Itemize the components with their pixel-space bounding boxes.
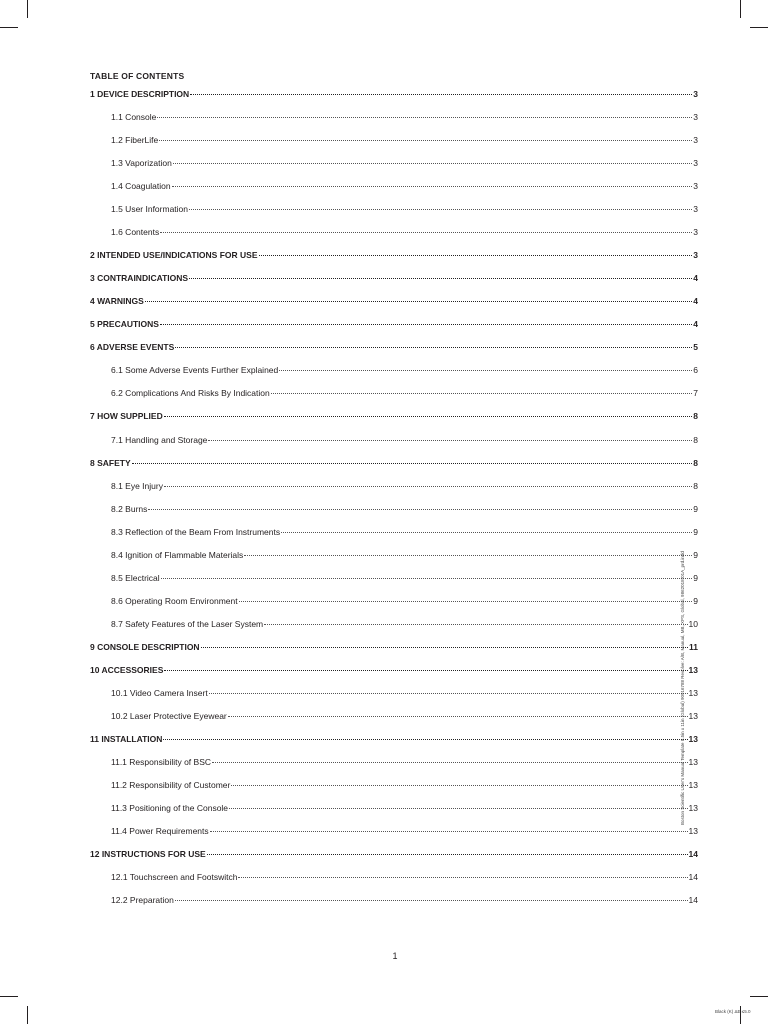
toc-subsection-entry[interactable] [111,204,698,215]
toc-entry-page: 8 [693,411,698,422]
toc-dot-leader [148,509,692,510]
toc-dot-leader [164,416,693,417]
toc-entry-label: 4 WARNINGS [90,296,144,307]
toc-dot-leader [159,140,692,141]
toc-entry-page: 10 [688,618,698,629]
toc-dot-leader [207,854,688,855]
toc-subsection-entry[interactable] [111,527,698,538]
toc-entry-label: 11.1 Responsibility of BSC [111,756,212,767]
toc-entry-label: 8.1 Eye Injury [111,480,163,491]
toc-dot-leader [231,785,687,786]
toc-subsection-entry[interactable] [111,872,698,883]
toc-subsection-entry[interactable] [111,435,698,446]
toc-entry-page: 9 [693,503,698,514]
toc-subsection-entry[interactable] [111,619,698,630]
toc-entry-label: 12 INSTRUCTIONS FOR USE [90,849,206,859]
color-slug: Black (K) ΔE ≤5.0 [715,1009,751,1014]
toc-entry-page: 4 [693,319,698,330]
toc-entry-page: 5 [693,342,698,353]
toc-entry-label: 3 CONTRAINDICATIONS [90,273,189,284]
toc-entry-page: 6 [693,365,698,376]
toc-dot-leader [279,370,692,371]
toc-entry-label: 8.2 Burns [111,503,148,514]
toc-entry-label: 1.5 User Information [111,204,189,215]
toc-entry-label: 1.4 Coagulation [111,181,171,192]
toc-subsection-entry[interactable] [111,504,698,515]
toc-dot-leader [271,393,693,394]
toc-dot-leader [264,624,687,625]
toc-entry-page: 13 [688,710,698,721]
toc-entry-page: 3 [693,158,698,169]
toc-entry-page: 13 [688,802,698,813]
toc-subsection-entry[interactable] [111,181,698,192]
toc-dot-leader [175,900,688,901]
toc-entry-page: 3 [693,89,698,99]
toc-dot-leader [228,716,688,717]
toc-subsection-entry[interactable] [111,158,698,169]
toc-entry-label: 11 INSTALLATION [90,733,163,744]
toc-entry-page: 7 [693,388,698,399]
toc-entry-label: 12.2 Preparation [111,895,174,906]
toc-entry-page: 13 [688,756,698,767]
toc-section-entry[interactable] [90,458,698,469]
toc-entry-page: 13 [688,826,698,836]
toc-entry-label: 10.1 Video Camera Insert [111,687,208,698]
toc-entry-page: 13 [688,779,698,790]
toc-dot-leader [164,486,692,487]
toc-entry-page: 3 [693,181,698,192]
toc-entry-page: 8 [693,457,698,468]
toc-entry-page: 3 [693,112,698,122]
toc-subsection-entry[interactable] [111,550,698,561]
toc-dot-leader [157,117,692,118]
toc-title: TABLE OF CONTENTS [90,71,185,81]
toc-subsection-entry[interactable] [111,573,698,584]
toc-entry-page: 9 [693,549,698,560]
toc-subsection-entry[interactable] [111,135,698,146]
toc-dot-leader [161,578,693,579]
toc-section-entry[interactable] [90,734,698,745]
toc-entry-label: 8.5 Electrical [111,572,160,583]
toc-entry-label: 1.3 Vaporization [111,158,172,169]
toc-entry-label: 6.2 Complications And Risks By Indication [111,388,270,399]
toc-dot-leader [163,739,687,740]
toc-entry-page: 13 [688,733,698,744]
toc-entry-label: 9 CONSOLE DESCRIPTION [90,641,200,652]
toc-entry-label: 6.1 Some Adverse Events Further Explained [111,365,279,376]
toc-entry-page: 14 [688,895,698,906]
toc-entry-label: 8.6 Operating Room Environment [111,595,238,606]
toc-dot-leader [189,278,692,279]
toc-dot-leader [229,808,687,809]
toc-entry-label: 8 SAFETY [90,457,131,468]
toc-section-entry[interactable] [90,411,698,422]
toc-dot-leader [132,463,693,464]
toc-entry-label: 11.4 Power Requirements [111,826,209,836]
toc-subsection-entry[interactable] [111,757,698,768]
toc-dot-leader [281,532,692,533]
toc-section-entry[interactable] [90,642,698,653]
toc-entry-label: 8.4 Ignition of Flammable Materials [111,549,244,560]
toc-entry-page: 11 [689,641,698,652]
toc-entry-label: 2 INTENDED USE/INDICATIONS FOR USE [90,250,258,261]
toc-dot-leader [210,831,688,832]
toc-dot-leader [239,601,693,602]
toc-dot-leader [259,255,693,256]
toc-subsection-entry[interactable] [111,826,698,837]
toc-entry-label: 5 PRECAUTIONS [90,319,159,330]
toc-dot-leader [189,209,692,210]
toc-section-entry[interactable] [90,273,698,284]
toc-dot-leader [145,301,692,302]
toc-dot-leader [208,440,692,441]
toc-dot-leader [160,324,692,325]
toc-subsection-entry[interactable] [111,803,698,814]
toc-entry-label: 1.6 Contents [111,227,160,238]
toc-subsection-entry[interactable] [111,227,698,238]
toc-dot-leader [244,555,692,556]
toc-dot-leader [175,347,692,348]
toc-subsection-entry[interactable] [111,388,698,399]
toc-entry-label: 8.7 Safety Features of the Laser System [111,618,264,629]
toc-dot-leader [201,647,688,648]
toc-dot-leader [172,186,693,187]
toc-dot-leader [160,232,692,233]
toc-entry-page: 8 [693,434,698,445]
toc-section-entry[interactable] [90,319,698,330]
toc-entry-page: 13 [688,687,698,698]
toc-entry-label: 7.1 Handling and Storage [111,434,208,445]
toc-entry-page: 3 [693,135,698,146]
side-slug: Boston Scientific User's Manual Template 8.5in x 11in (Global) 90916788 Revolve: A/B, Manual, MB, XPS, Global, 9862018-01A_prd.indd [680,551,685,825]
toc-dot-leader [212,762,688,763]
toc-entry-label: 10.2 Laser Protective Eyewear [111,710,227,721]
toc-subsection-entry[interactable] [111,481,698,492]
toc-section-entry[interactable] [90,89,698,100]
toc-subsection-entry[interactable] [111,895,698,906]
page-number: 1 [392,951,398,961]
toc-entry-page: 4 [693,296,698,307]
toc-entry-label: 6 ADVERSE EVENTS [90,342,175,353]
toc-entry-page: 4 [693,273,698,284]
toc-section-entry[interactable] [90,250,698,261]
toc-dot-leader [209,693,688,694]
toc-subsection-entry[interactable] [111,688,698,699]
toc-entry-page: 13 [688,664,698,675]
toc-entry-label: 1.2 FiberLife [111,135,159,146]
toc-dot-leader [173,163,692,164]
toc-dot-leader [190,94,692,95]
toc-entry-page: 8 [693,480,698,491]
toc-entry-page: 9 [693,595,698,606]
toc-section-entry[interactable] [90,296,698,307]
toc-section-entry[interactable] [90,342,698,353]
toc-entry-label: 8.3 Reflection of the Beam From Instruments [111,526,281,537]
toc-entry-label: 11.2 Responsibility of Customer [111,779,231,790]
toc-section-entry[interactable] [90,665,698,676]
toc-entry-label: 12.1 Touchscreen and Footswitch [111,872,238,882]
toc-entry-page: 3 [693,227,698,238]
toc-entry-page: 3 [693,250,698,261]
toc-entry-label: 11.3 Positioning of the Console [111,802,229,813]
toc-entry-label: 1 DEVICE DESCRIPTION [90,89,190,99]
toc-section-entry[interactable] [90,849,698,860]
toc-subsection-entry[interactable] [111,112,698,123]
toc-entry-page: 9 [693,526,698,537]
toc-entry-page: 3 [693,204,698,215]
toc-entry-label: 10 ACCESSORIES [90,664,164,675]
toc-entry-page: 14 [688,872,698,882]
toc-subsection-entry[interactable] [111,365,698,376]
toc-subsection-entry[interactable] [111,780,698,791]
toc-entry-page: 9 [693,572,698,583]
toc-subsection-entry[interactable] [111,596,698,607]
toc-entry-label: 1.1 Console [111,112,157,122]
toc-subsection-entry[interactable] [111,711,698,722]
toc-entry-page: 14 [688,849,698,859]
toc-entry-label: 7 HOW SUPPLIED [90,411,163,422]
toc-dot-leader [164,670,687,671]
toc-dot-leader [238,877,687,878]
